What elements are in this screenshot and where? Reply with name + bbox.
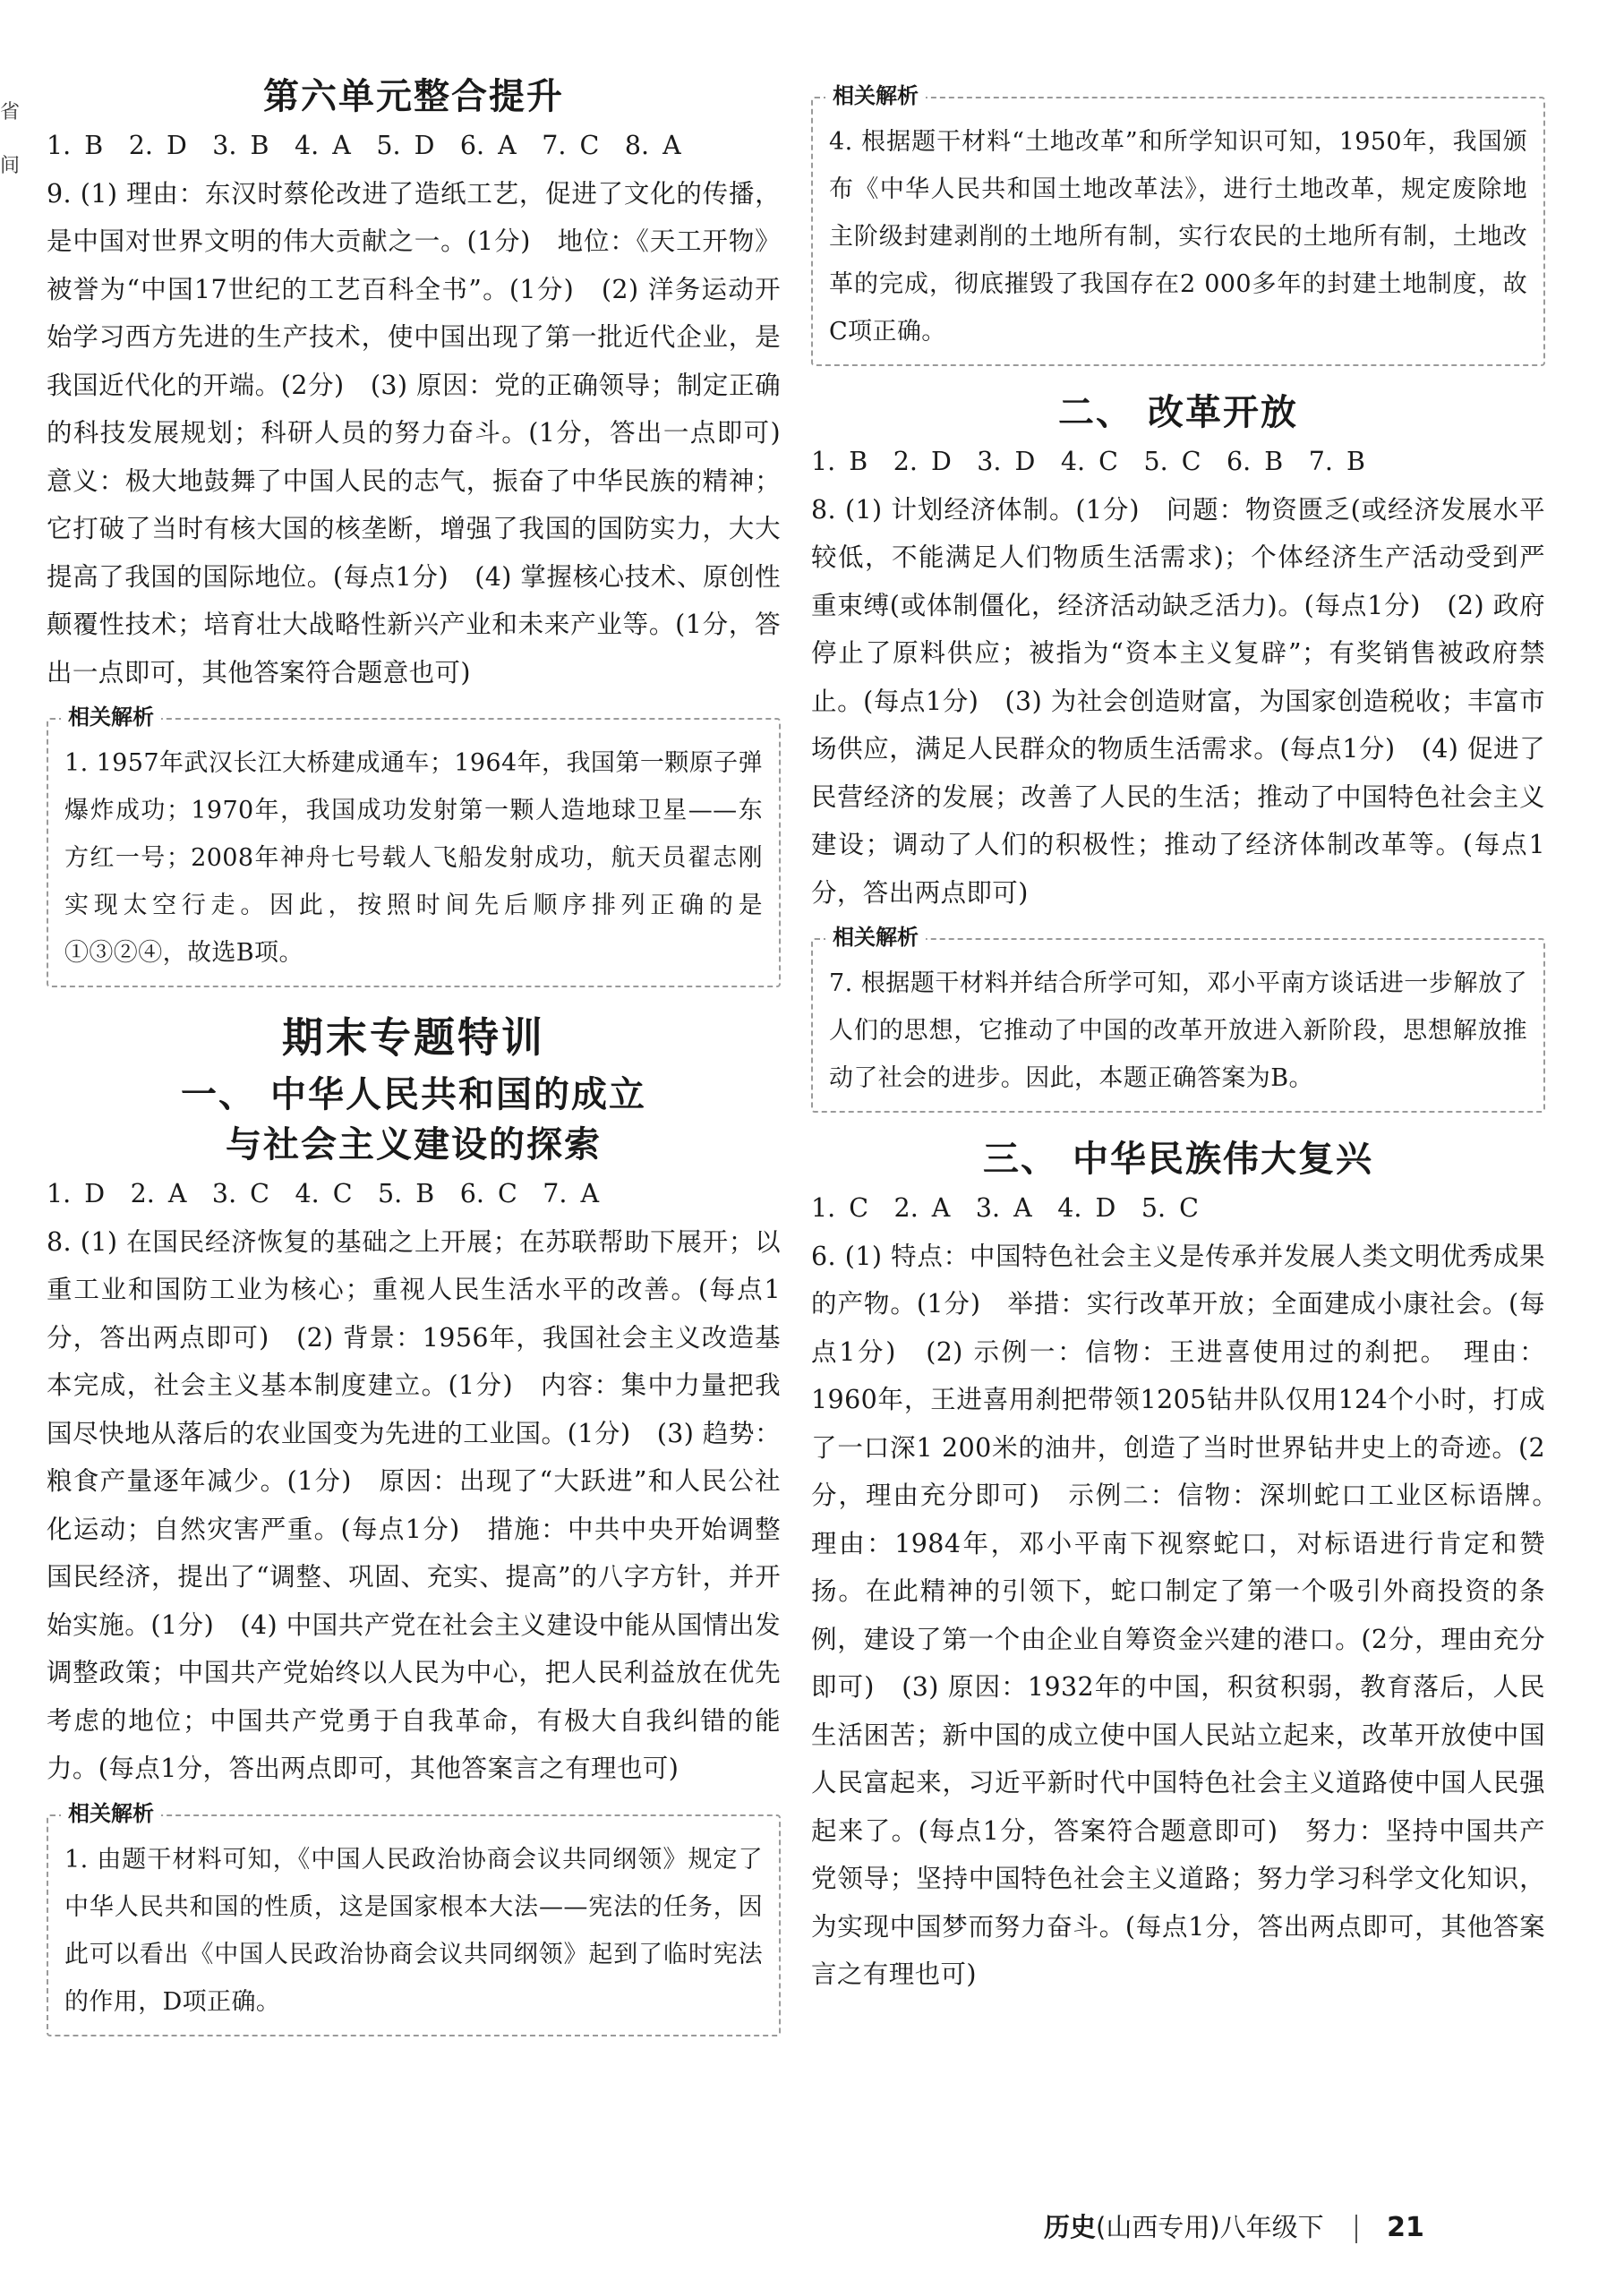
- section2-q8-answer: 8. (1) 计划经济体制。(1分) 问题：物资匮乏(或经济发展水平较低，不能满足人们物质生活需求)；个体经济生产活动受到严重束缚(或体制僵化，经济活动缺乏活力)。(每点1分) (2) 政府停止了原料供应；被指为“资本主义复辟”；有奖销售被政府禁止。(每点1分) (3) 为社会创造财富，为国家创造税收；丰富市场供应，满足人民群众的物质生活需求。(每点1分) (4) 促进了民营经济的发展；改善了人民的生活；推动了中国特色社会主义建设；调动了人们的积极性；推动了经济体制改革等。(每点1分，答出两点即可): [811, 494, 1545, 908]
- section1-q8-answer: 8. (1) 在国民经济恢复的基础之上开展；在苏联帮助下展开；以重工业和国防工业为核心；重视人民生活水平的改善。(每点1分，答出两点即可) (2) 背景：1956年，我国社会主义改造基本完成，社会主义基本制度建立。(1分) 内容：集中力量把我国尽快地从落后的农业国变为先进的工业国。(1分) (3) 趋势：粮食产量逐年减少。(1分) 原因：出现了“大跃进”和人民公社化运动；自然灾害严重。(每点1分) 措施：中共中央开始调整国民经济，提出了“调整、巩固、充实、提高”的八字方针，并开始实施。(1分) (4) 中国共产党在社会主义建设中能从国情出发调整政策；中国共产党始终以人民为中心，把人民利益放在优先考虑的地位；中国共产党勇于自我革命，有极大自我纠错的能力。(每点1分，答出两点即可，其他答案言之有理也可): [47, 1226, 781, 1783]
- section3-choice-answers: 1. C 2. A 3. A 4. D 5. C: [811, 1193, 1199, 1223]
- edge-mark: 省: [0, 101, 21, 124]
- unit6-title: 第六单元整合提升: [263, 76, 564, 117]
- section2-choice-answers: 1. B 2. D 3. D 4. C 5. C 6. B 7. B: [811, 447, 1365, 476]
- unit6-analysis-box: [47, 704, 781, 987]
- page-number: 21: [1387, 2212, 1424, 2243]
- analysis-label: 相关解析: [825, 81, 926, 111]
- footer-subject: 历史: [1044, 2212, 1097, 2242]
- unit6-analysis-text: 1. 1957年武汉长江大桥建成通车；1964年，我国第一颗原子弹爆炸成功；1970年，我国成功发射第一颗人造地球卫星——东方红一号；2008年神舟七号载人飞船发射成功，航天员翟志刚实现太空行走。因此，按照时间先后顺序排列正确的是①③②④，故选B项。: [64, 749, 763, 967]
- footer-grade: 八年级下: [1219, 2212, 1324, 2242]
- section1-analysis-text: 1. 由题干材料可知，《中国人民政治协商会议共同纲领》规定了中华人民共和国的性质，这是国家根本大法——宪法的任务，因此可以看出《中国人民政治协商会议共同纲领》起到了临时宪法的作用，D项正确。: [64, 1845, 763, 2016]
- analysis-label: 相关解析: [61, 702, 161, 732]
- top-analysis-text: 4. 根据题干材料“土地改革”和所学知识可知，1950年，我国颁布《中华人民共和国土地改革法》，进行土地改革，规定废除地主阶级封建剥削的土地所有制，实行农民的土地所有制，土地改革的完成，彻底摧毁了我国存在2 000多年的封建土地制度，故C项正确。: [829, 128, 1527, 346]
- section1-title-line2: 与社会主义建设的探索: [226, 1124, 602, 1165]
- page-edge-marks: [0, 86, 21, 193]
- section2-analysis-box: [811, 925, 1545, 1113]
- section3-q6-answer: 6. (1) 特点：中国特色社会主义是传承并发展人类文明优秀成果的产物。(1分) 举措：实行改革开放；全面建成小康社会。(每点1分) (2) 示例一：信物：王进喜使用过的刹把。 理由：1960年，王进喜用刹把带领1205钻井队仅用124个小时，打成了一口深1 200米的油井，创造了当时世界钻井史上的奇迹。(2分，理由充分即可) 示例二：信物：深圳蛇口工业区标语牌。 理由：1984年，邓小平南下视察蛇口，对标语进行肯定和赞扬。在此精神的引领下，蛇口制定了第一个吸引外商投资的条例，建设了第一个由企业自筹资金兴建的港口。(2分，理由充分即可) (3) 原因：1932年的中国，积贫积弱，教育落后，人民生活困苦；新中国的成立使中国人民站立起来，改革开放使中国人民富起来，习近平新时代中国特色社会主义道路使中国人民强起来了。(每点1分，答案符合题意即可) 努力：坚持中国共产党领导；坚持中国特色社会主义道路；努力学习科学文化知识，为实现中国梦而努力奋斗。(每点1分，答出两点即可，其他答案言之有理也可): [811, 1241, 1571, 1989]
- footer-edition: (山西专用): [1096, 2212, 1220, 2242]
- section1-choice-answers: 1. D 2. A 3. C 4. C 5. B 6. C 7. A: [47, 1179, 600, 1208]
- unit6-choice-answers: 1. B 2. D 3. B 4. A 5. D 6. A 7. C 8. A: [47, 131, 681, 160]
- section3-title: 三、 中华民族伟大复兴: [983, 1139, 1373, 1180]
- section2-title: 二、 改革开放: [1058, 392, 1298, 433]
- unit6-q9-answer: 9. (1) 理由：东汉时蔡伦改进了造纸工艺，促进了文化的传播，是中国对世界文明的伟大贡献之一。(1分) 地位：《天工开物》被誉为“中国17世纪的工艺百科全书”。(1分) (2) 洋务运动开始学习西方先进的生产技术，使中国出现了第一批近代企业，是我国近代化的开端。(2分) (3) 原因：党的正确领导；制定正确的科技发展规划；科研人员的努力奋斗。(1分，答出一点即可) 意义：极大地鼓舞了中国人民的志气，振奋了中华民族的精神；它打破了当时有核大国的核垄断，增强了我国的国防实力，大大提高了我国的国际地位。(每点1分) (4) 掌握核心技术、原创性颠覆性技术；培育壮大战略性新兴产业和未来产业等。(1分，答出一点即可，其他答案符合题意也可): [47, 178, 807, 687]
- page-footer: [1044, 2207, 1424, 2247]
- section1-title-line1: 一、 中华人民共和国的成立: [181, 1074, 646, 1115]
- analysis-label: 相关解析: [61, 1798, 161, 1829]
- final-special-training-title: 期末专题特训: [282, 1013, 545, 1062]
- section1-analysis-box: [47, 1800, 781, 2036]
- left-column: [47, 72, 807, 2058]
- top-analysis-box: [811, 83, 1545, 366]
- edge-mark: 间: [0, 155, 21, 177]
- footer-divider: [1355, 2215, 1357, 2243]
- section2-analysis-text: 7. 根据题干材料并结合所学可知，邓小平南方谈话进一步解放了人们的思想，它推动了中国的改革开放进入新阶段，思想解放推动了社会的进步。因此，本题正确答案为B。: [829, 969, 1527, 1092]
- analysis-label: 相关解析: [825, 922, 926, 952]
- right-column: [811, 72, 1571, 1999]
